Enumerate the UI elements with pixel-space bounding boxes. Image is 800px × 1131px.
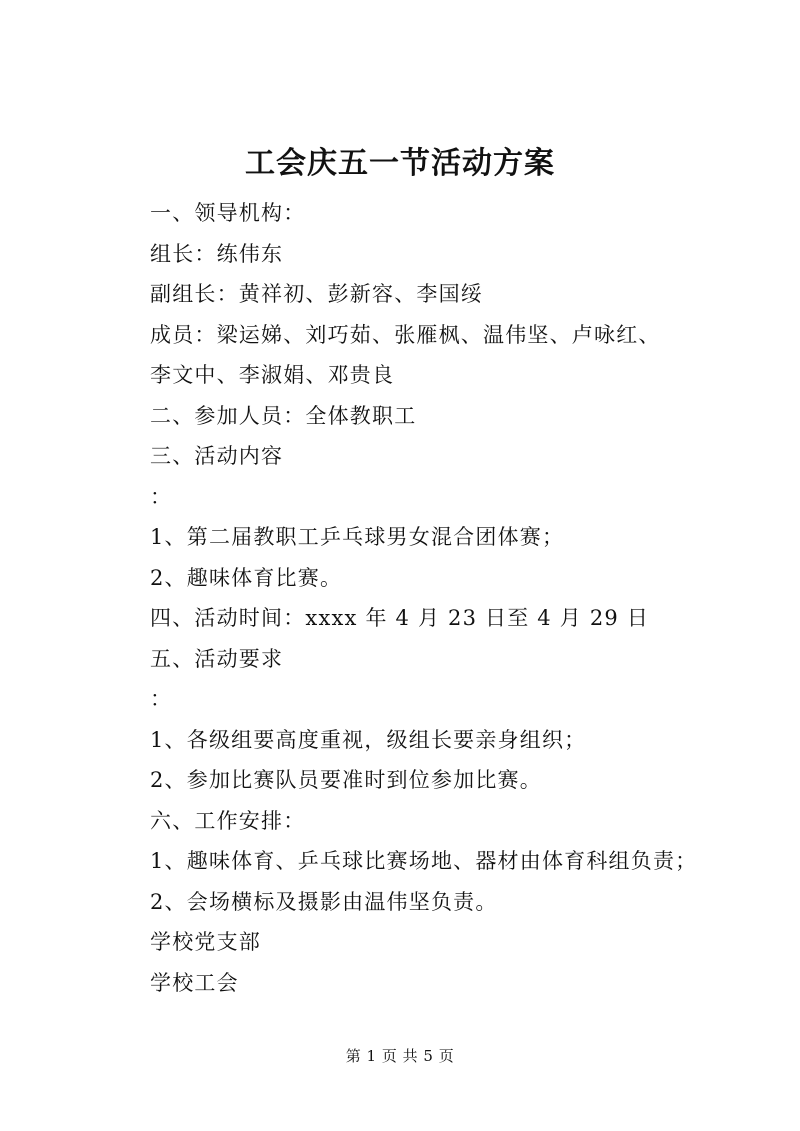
document-title: 工会庆五一节活动方案 [245,146,555,181]
leader-line: 组长：练伟东 [150,241,284,266]
members-line: 成员：梁运娣、刘巧茹、张雁枫、温伟坚、卢咏红、 [150,322,661,347]
section-heading-requirements: 五、活动要求 [150,646,284,671]
arrangement-item-2: 2、会场横标及摄影由温伟坚负责。 [150,889,498,914]
content-item-1: 1、第二届教职工乒乓球男女混合团体赛； [150,525,565,549]
content-item-2: 2、趣味体育比赛。 [150,565,343,590]
page-footer: 第 1 页 共 5 页 [345,1047,455,1065]
signature-union: 学校工会 [150,970,239,995]
members-line-continued: 李文中、李淑娟、邓贵良 [150,363,395,387]
document-body [150,193,698,1003]
requirement-item-1: 1、各级组要高度重视，级组长要亲身组织； [150,727,587,752]
section-heading-arrangements: 六、工作安排： [150,808,306,833]
section-heading-leadership: 一、领导机构： [150,201,306,225]
arrangement-item-1: 1、趣味体育、乒乓球比赛场地、器材由体育科组负责； [150,849,698,873]
section-heading-participants: 二、参加人员：全体教职工 [150,403,417,428]
section-heading-content: 三、活动内容 [150,444,284,468]
signature-party-branch: 学校党支部 [150,930,261,954]
requirements-colon: ： [150,687,173,711]
content-colon: ： [150,484,173,509]
section-heading-time: 四、活动时间：xxxx 年 4 月 23 日至 4 月 29 日 [150,606,650,630]
deputy-leader-line: 副组长：黄祥初、彭新容、李国绥 [150,282,483,306]
requirement-item-2: 2、参加比赛队员要准时到位参加比赛。 [150,768,542,792]
